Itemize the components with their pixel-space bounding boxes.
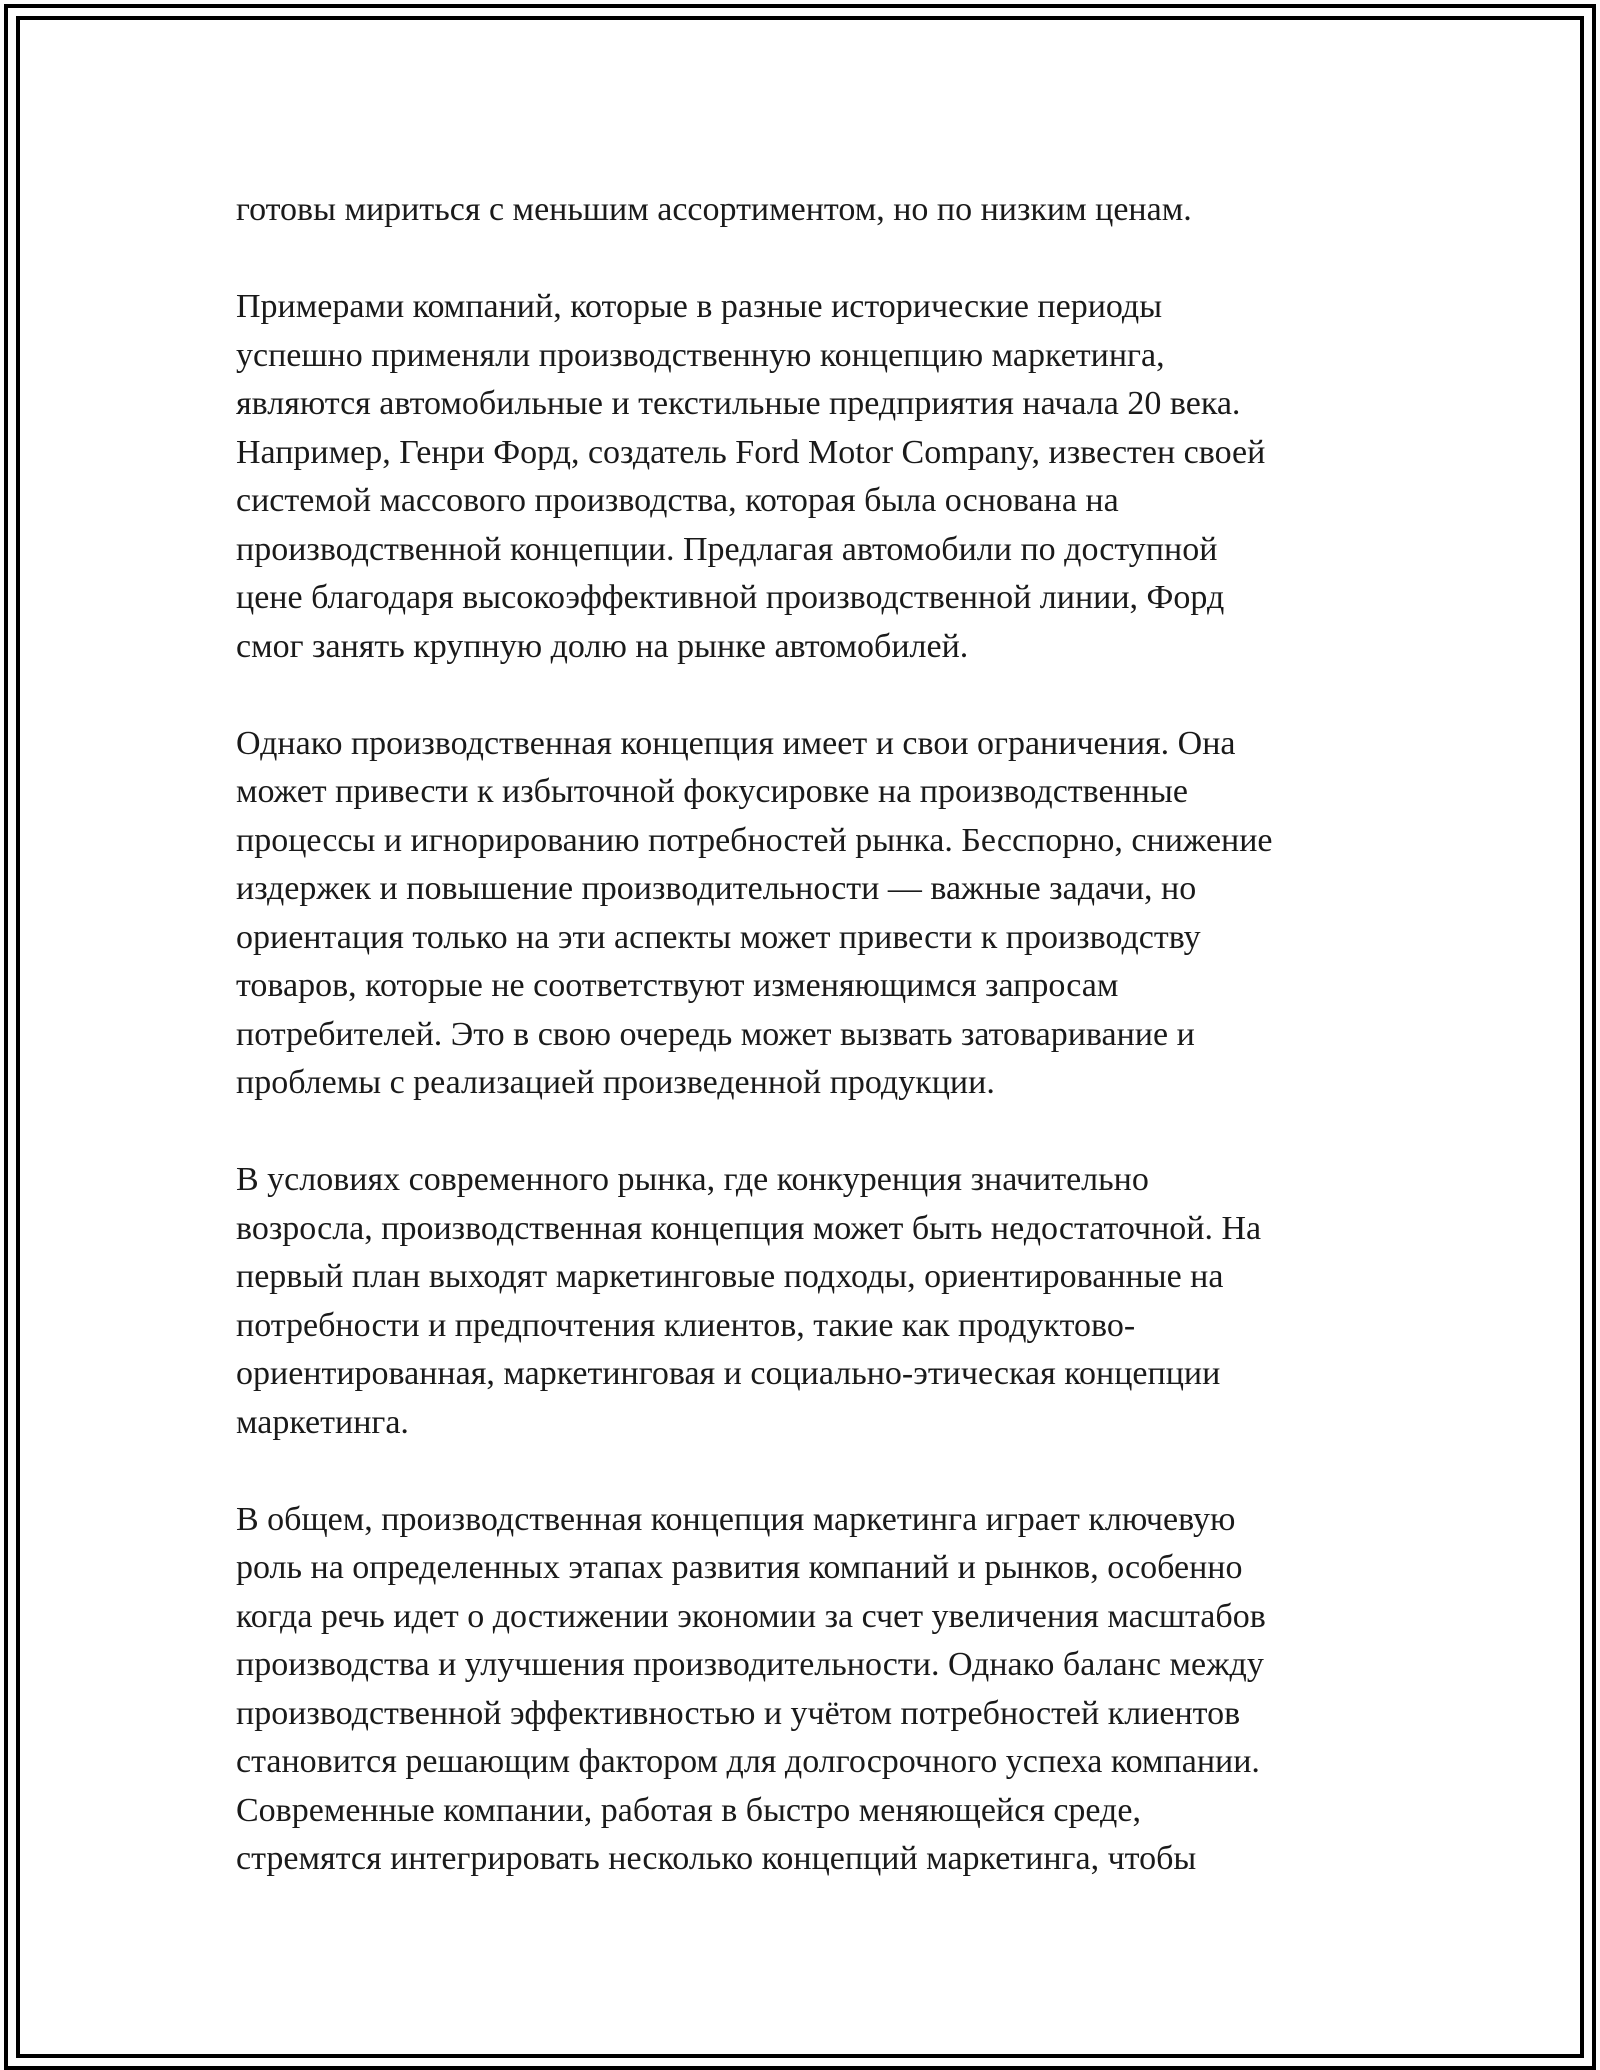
text-line: производственной концепции. Предлагая автомобили по доступной [236,530,1218,568]
text-line: когда речь идет о достижении экономии за счет увеличения масштабов [236,1597,1266,1635]
text-line: роль на определенных этапах развития компаний и рынков, особенно [236,1549,1243,1586]
text-line: Примерами компаний, которые в разные исторические периоды [236,288,1163,325]
text-line: цене благодаря высокоэффективной производственной линии, Форд [236,579,1225,616]
text-line: проблемы с реализацией произведенной продукции. [236,1064,995,1101]
text-line: Например, Генри Форд, создатель Ford Motor Company, известен своей [236,433,1266,471]
paragraph-2 [236,283,1376,671]
text-line: В общем, производственная концепция маркетинга играет ключевую [236,1500,1236,1538]
text-line: может привести к избыточной фокусировке на производственные [236,773,1188,810]
paragraph-3 [236,720,1376,1108]
text-line: готовы мириться с меньшим ассортиментом, но по низким ценам. [236,191,1192,228]
text-line: системой массового производства, которая была основана на [236,482,1119,519]
text-line: смог занять крупную долю на рынке автомобилей. [236,627,969,665]
text-line: производственной эффективностью и учётом потребностей клиентов [236,1694,1241,1732]
text-line: стремятся интегрировать несколько концепций маркетинга, чтобы [236,1840,1197,1877]
paragraph-5 [236,1496,1376,1884]
text-line: становится решающим фактором для долгосрочного успеха компании. [236,1743,1260,1780]
text-line: издержек и повышение производительности — важные задачи, но [236,870,1197,907]
paragraph-4 [236,1156,1376,1447]
text-line: первый план выходят маркетинговые подходы, ориентированные на [236,1258,1224,1295]
text-line: маркетинга. [236,1403,409,1441]
text-line: Современные компании, работая в быстро меняющейся среде, [236,1791,1141,1829]
document-body [236,186,1376,1932]
text-line: ориентация только на эти аспекты может привести к производству [236,918,1201,956]
text-line: потребности и предпочтения клиентов, такие как продуктово- [236,1306,1136,1344]
text-line: процессы и игнорированию потребностей рынка. Бесспорно, снижение [236,821,1273,859]
text-line: В условиях современного рынка, где конкуренция значительно [236,1161,1149,1198]
text-line: успешно применяли производственную концепцию маркетинга, [236,336,1165,374]
text-line: Однако производственная концепция имеет и свои ограничения. Она [236,724,1236,762]
text-line: потребителей. Это в свою очередь может вызвать затоваривание и [236,1015,1195,1053]
text-line: являются автомобильные и текстильные предприятия начала 20 века. [236,385,1241,422]
paragraph-1 [236,186,1376,235]
text-line: товаров, которые не соответствуют изменяющимся запросам [236,967,1119,1004]
text-line: ориентированная, маркетинговая и социально-этическая концепции [236,1355,1221,1392]
text-line: производства и улучшения производительности. Однако баланс между [236,1646,1264,1683]
text-line: возросла, производственная концепция может быть недостаточной. На [236,1209,1262,1247]
